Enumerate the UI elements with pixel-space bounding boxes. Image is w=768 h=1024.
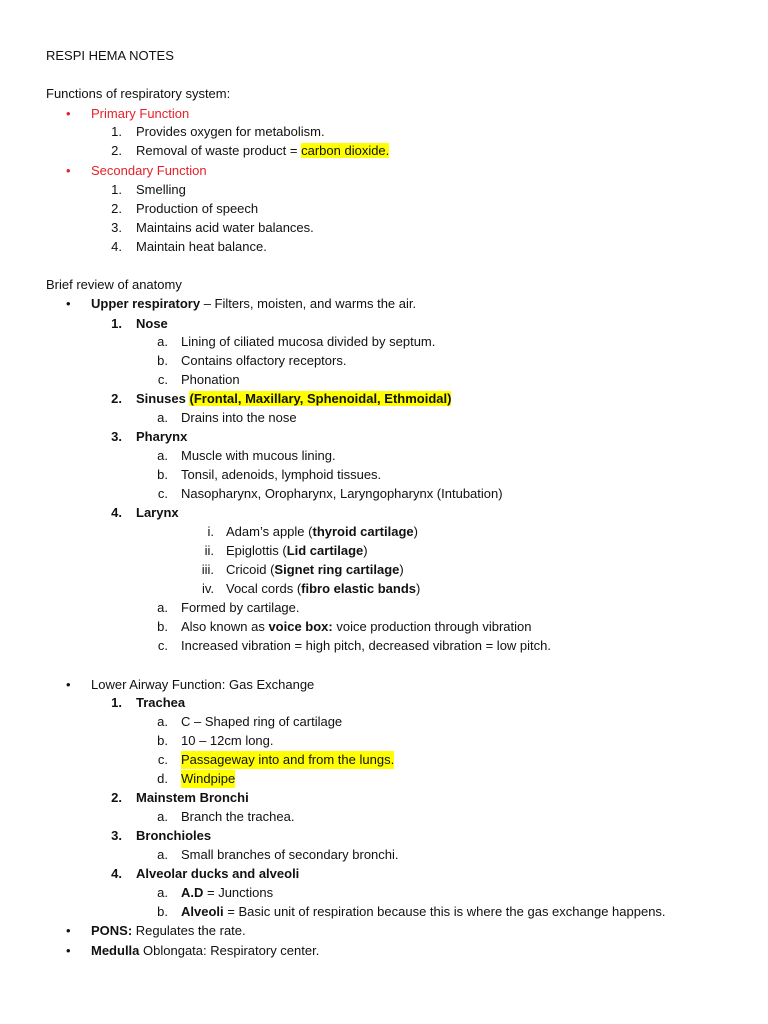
list-marker: a. xyxy=(157,410,168,425)
text-plain: Regulates the rate. xyxy=(132,923,246,938)
list-item-text xyxy=(226,580,420,598)
list-marker: 3. xyxy=(111,220,122,235)
text-bold: Medulla xyxy=(91,943,140,958)
list-item-text xyxy=(181,618,531,636)
text-plain: Oblongata: Respiratory center. xyxy=(139,943,320,958)
trachea-label: Trachea xyxy=(136,695,186,710)
text-plain: ) xyxy=(416,581,421,596)
bullet-icon: • xyxy=(66,923,71,938)
list-item-text: Maintains acid water balances. xyxy=(136,220,314,235)
text-bold: A.D xyxy=(181,885,204,900)
list-item-text xyxy=(226,523,418,541)
list-marker: c. xyxy=(157,486,168,501)
list-marker: d. xyxy=(157,771,168,786)
text-plain: = Junctions xyxy=(203,885,274,900)
list-marker: iv. xyxy=(201,581,214,596)
text-plain: voice production through vibration xyxy=(332,619,532,634)
bronchioles-label: Bronchioles xyxy=(136,828,212,843)
sinuses-text xyxy=(136,390,451,408)
list-marker: c. xyxy=(157,372,168,387)
list-marker: 1. xyxy=(111,695,122,710)
list-item-text-plain: Removal of waste product = xyxy=(136,143,302,158)
medulla-text xyxy=(91,942,319,960)
list-item-text: Maintain heat balance. xyxy=(136,239,267,254)
list-marker: a. xyxy=(157,847,168,862)
list-item-text: Contains olfactory receptors. xyxy=(181,353,347,368)
list-item-text: Small branches of secondary bronchi. xyxy=(181,847,399,862)
text-bold: Signet ring cartilage xyxy=(274,562,400,577)
list-item-text xyxy=(181,903,666,921)
list-marker: b. xyxy=(157,467,168,482)
list-marker: b. xyxy=(157,353,168,368)
list-item-text: Phonation xyxy=(181,372,240,387)
list-marker: a. xyxy=(157,809,168,824)
text-plain: Epiglottis ( xyxy=(226,543,287,558)
list-marker: 4. xyxy=(111,239,122,254)
nose-label: Nose xyxy=(136,316,168,331)
list-marker: iii. xyxy=(201,562,214,577)
text-bold: thyroid cartilage xyxy=(312,524,414,539)
list-item-text xyxy=(136,142,389,160)
list-item-text xyxy=(226,542,368,560)
text-bold: PONS: xyxy=(91,923,133,938)
highlighted-text: Windpipe xyxy=(181,771,236,786)
bullet-icon: • xyxy=(66,296,71,311)
primary-function-label: Primary Function xyxy=(91,106,190,121)
list-marker: 1. xyxy=(111,124,122,139)
list-item-text: Formed by cartilage. xyxy=(181,600,300,615)
upper-respiratory-desc: – Filters, moisten, and warms the air. xyxy=(200,296,417,311)
text-plain: Vocal cords ( xyxy=(226,581,302,596)
bullet-icon: • xyxy=(66,106,71,121)
text-bold: Alveoli xyxy=(181,904,224,919)
list-marker: a. xyxy=(157,334,168,349)
text-plain: Also known as xyxy=(181,619,269,634)
upper-respiratory-label: Upper respiratory xyxy=(91,296,201,311)
list-marker: ii. xyxy=(204,543,214,558)
list-item-text: Production of speech xyxy=(136,201,259,216)
list-marker: 2. xyxy=(111,391,122,406)
list-marker: a. xyxy=(157,714,168,729)
anatomy-heading-text: Brief review of anatomy xyxy=(46,277,182,292)
list-item-text: Muscle with mucous lining. xyxy=(181,448,336,463)
list-item-text: C – Shaped ring of cartilage xyxy=(181,714,343,729)
list-item-text: Lining of ciliated mucosa divided by septum. xyxy=(181,334,436,349)
list-item-text: Smelling xyxy=(136,182,186,197)
list-marker: c. xyxy=(157,638,168,653)
larynx-label: Larynx xyxy=(136,505,179,520)
highlighted-text: carbon dioxide. xyxy=(301,143,390,158)
text-plain: Adam’s apple ( xyxy=(226,524,313,539)
functions-heading-text: Functions of respiratory system: xyxy=(46,86,231,101)
list-marker: a. xyxy=(157,885,168,900)
doc-title-text: RESPI HEMA NOTES xyxy=(46,48,174,63)
list-marker: 4. xyxy=(111,505,122,520)
list-marker: 2. xyxy=(111,143,122,158)
list-marker: 2. xyxy=(111,790,122,805)
text-bold: fibro elastic bands xyxy=(301,581,417,596)
list-item-text: Tonsil, adenoids, lymphoid tissues. xyxy=(181,467,382,482)
mainstem-label: Mainstem Bronchi xyxy=(136,790,249,805)
list-marker: 1. xyxy=(111,182,122,197)
list-marker: b. xyxy=(157,619,168,634)
list-marker: a. xyxy=(157,448,168,463)
list-marker: c. xyxy=(157,752,168,767)
pons-text xyxy=(91,922,246,940)
list-marker: b. xyxy=(157,904,168,919)
lower-airway-label: Lower Airway Function: Gas Exchange xyxy=(91,677,315,692)
text-plain: Cricoid ( xyxy=(226,562,275,577)
pharynx-label: Pharynx xyxy=(136,429,188,444)
list-item-text: Provides oxygen for metabolism. xyxy=(136,124,325,139)
list-marker: b. xyxy=(157,733,168,748)
list-item-text: Increased vibration = high pitch, decreased vibration = low pitch. xyxy=(181,638,551,653)
text-plain: ) xyxy=(363,543,368,558)
text-bold: voice box: xyxy=(268,619,333,634)
text-plain: ) xyxy=(413,524,418,539)
list-item-text xyxy=(226,561,404,579)
highlighted-text: (Frontal, Maxillary, Sphenoidal, Ethmoidal) xyxy=(189,391,452,406)
bullet-icon: • xyxy=(66,943,71,958)
text-plain: ) xyxy=(399,562,404,577)
list-marker: 2. xyxy=(111,201,122,216)
list-item-text: Branch the trachea. xyxy=(181,809,295,824)
list-marker: 4. xyxy=(111,866,122,881)
list-item-text: 10 – 12cm long. xyxy=(181,733,274,748)
list-marker: i. xyxy=(207,524,214,539)
text-plain: = Basic unit of respiration because this is where the gas exchange happens. xyxy=(223,904,666,919)
list-marker: 1. xyxy=(111,316,122,331)
bullet-icon: • xyxy=(66,677,71,692)
text-bold: Lid cartilage xyxy=(286,543,364,558)
list-marker: 3. xyxy=(111,828,122,843)
highlighted-text: Passageway into and from the lungs. xyxy=(181,752,395,767)
upper-respiratory-text xyxy=(91,295,416,313)
list-item-text: Drains into the nose xyxy=(181,410,297,425)
list-item-text xyxy=(181,884,273,902)
list-marker: 3. xyxy=(111,429,122,444)
list-item-text: Nasopharynx, Oropharynx, Laryngopharynx (Intubation) xyxy=(181,486,503,501)
bullet-icon: • xyxy=(66,163,71,178)
secondary-function-label: Secondary Function xyxy=(91,163,207,178)
alveolar-label: Alveolar ducks and alveoli xyxy=(136,866,300,881)
sinuses-label: Sinuses xyxy=(136,391,186,406)
list-marker: a. xyxy=(157,600,168,615)
